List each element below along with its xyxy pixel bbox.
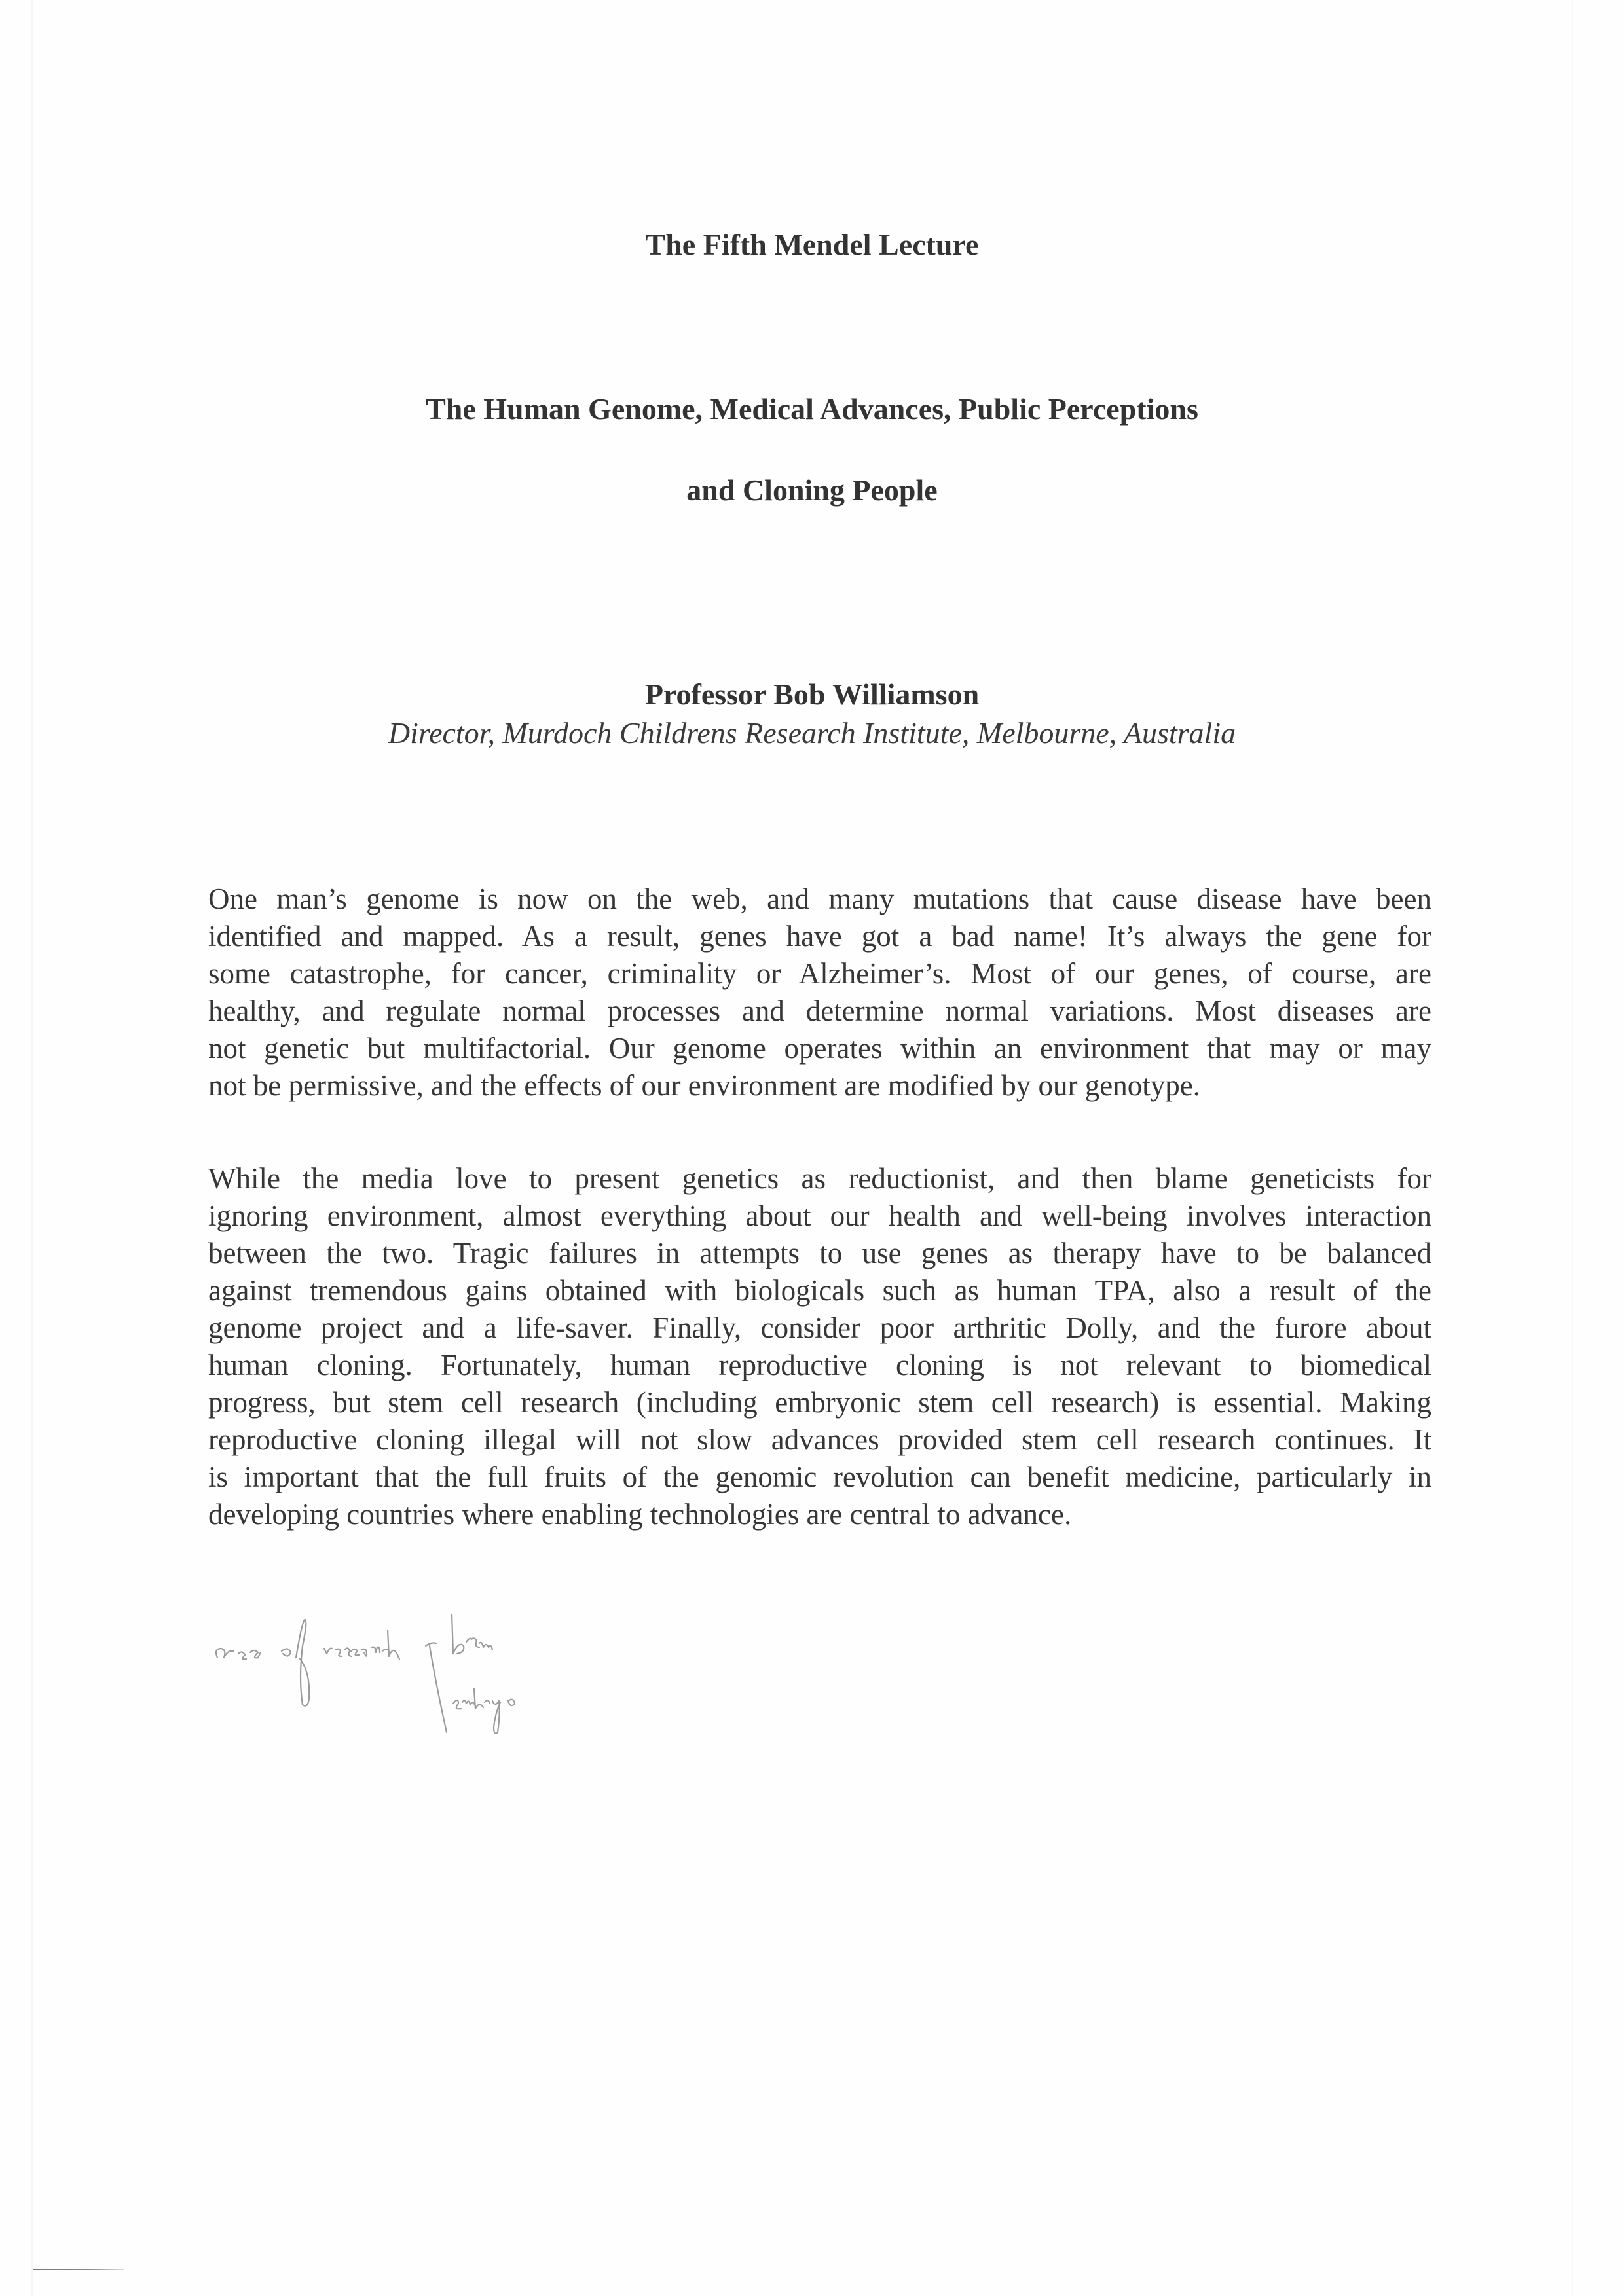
- handwriting-stroke: [324, 1630, 399, 1659]
- handwriting-stroke: [452, 1614, 492, 1654]
- handwriting-stroke: [453, 1689, 515, 1734]
- lecture-title: The Fifth Mendel Lecture: [645, 228, 979, 261]
- paragraph-line: identified and mapped. As a result, genes have got a bad name! It’s always the gene for: [208, 920, 1431, 953]
- paragraph-line: One man’s genome is now on the web, and many mutations that cause disease have been: [208, 883, 1431, 915]
- paper-title-line-2: and Cloning People: [686, 473, 938, 507]
- handwriting-stroke: [216, 1649, 261, 1659]
- paragraph-line: not be permissive, and the effects of our environment are modified by our genotype.: [208, 1069, 1200, 1102]
- paragraph-line: developing countries where enabling technologies are central to advance.: [208, 1498, 1072, 1531]
- paragraph-line: human cloning. Fortunately, human reproductive cloning is not relevant to biomedical: [208, 1349, 1431, 1381]
- paragraph-line: against tremendous gains obtained with biologicals such as human TPA, also a result of the: [208, 1274, 1431, 1307]
- paper-title-line-1: The Human Genome, Medical Advances, Public Perceptions: [426, 392, 1198, 426]
- handwriting-stroke: [426, 1643, 447, 1733]
- paragraph-line: ignoring environment, almost everything about our health and well-being involves interaction: [208, 1199, 1431, 1232]
- paragraph-line: some catastrophe, for cancer, criminality or Alzheimer’s. Most of our genes, of course, are: [208, 957, 1431, 990]
- handwritten-note: [210, 1597, 668, 1755]
- paragraph-2: [208, 1160, 1431, 1533]
- handwriting-scribble: [210, 1597, 668, 1755]
- scan-edge-left: [31, 0, 33, 2296]
- scan-artifact-line: [33, 2269, 124, 2270]
- handwriting-stroke: [282, 1620, 309, 1706]
- paragraph-line: healthy, and regulate normal processes and determine normal variations. Most diseases are: [208, 994, 1431, 1027]
- paragraph-1: [208, 881, 1431, 1104]
- paragraph-line: between the two. Tragic failures in attempts to use genes as therapy have to be balanced: [208, 1237, 1431, 1269]
- author-name: Professor Bob Williamson: [644, 678, 980, 711]
- paragraph-line: not genetic but multifactorial. Our genome operates within an environment that may or may: [208, 1032, 1431, 1065]
- paragraph-line: is important that the full fruits of the genomic revolution can benefit medicine, particularly in: [208, 1461, 1431, 1493]
- paragraph-line: genome project and a life-saver. Finally, consider poor arthritic Dolly, and the furore about: [208, 1311, 1431, 1344]
- paragraph-line: progress, but stem cell research (including embryonic stem cell research) is essential. Making: [208, 1386, 1431, 1419]
- author-affiliation: Director, Murdoch Childrens Research Institute, Melbourne, Australia: [388, 716, 1236, 750]
- scan-edge-right: [1572, 0, 1573, 2296]
- paragraph-line: reproductive cloning illegal will not slow advances provided stem cell research continues. It: [208, 1423, 1431, 1456]
- paragraph-line: While the media love to present genetics as reductionist, and then blame geneticists for: [208, 1162, 1431, 1195]
